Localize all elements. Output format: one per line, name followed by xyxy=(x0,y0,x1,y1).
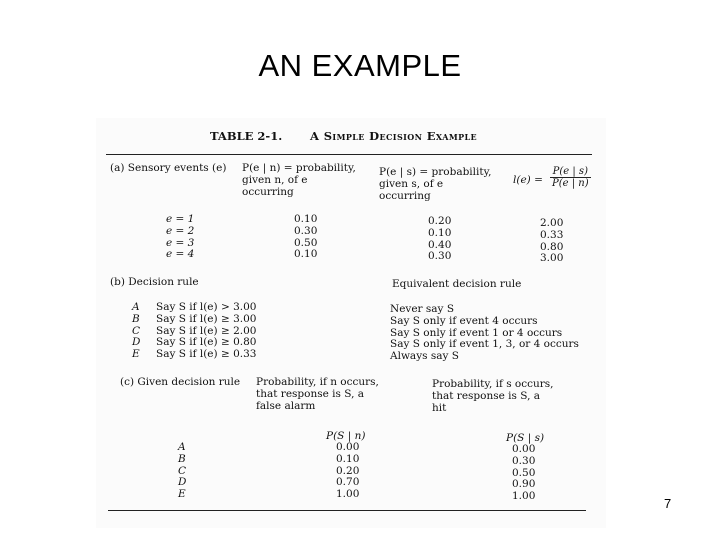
p-given-s-value: 0.30 xyxy=(428,250,452,263)
rule-letters-column xyxy=(132,302,140,361)
likelihood-value: 2.00 xyxy=(540,217,564,229)
event-value: e = 3 xyxy=(166,236,195,249)
hit-value: 0.50 xyxy=(512,466,536,479)
likelihood-value: 0.80 xyxy=(540,240,564,253)
p-given-n-header: P(e | n) = probability, given n, of e occurring xyxy=(242,162,356,198)
false-alarm-value: 0.70 xyxy=(336,476,360,489)
event-value: e = 4 xyxy=(166,248,195,261)
p-given-s-column xyxy=(428,216,451,263)
equivalent-rule-label: Equivalent decision rule xyxy=(392,278,522,290)
given-rule-letter: C xyxy=(178,464,187,477)
p-given-n-value: 0.10 xyxy=(294,213,318,225)
given-rule-letters-column xyxy=(178,442,186,501)
false-alarm-value: 0.10 xyxy=(336,452,360,465)
p-given-s-value: 0.40 xyxy=(428,238,452,251)
hit-column xyxy=(512,444,535,503)
table-caption: A Simple Decision Example xyxy=(310,129,478,143)
equivalent-rule: Never say S xyxy=(390,303,455,315)
event-value: e = 1 xyxy=(166,213,195,225)
decision-rule: Say S if l(e) > 3.00 xyxy=(156,301,257,313)
slide-title: AN EXAMPLE xyxy=(258,48,462,83)
equivalent-rule: Always say S xyxy=(390,350,459,363)
equivalent-rule: Say S only if event 4 occurs xyxy=(390,314,538,327)
likelihood-value: 0.33 xyxy=(540,228,564,241)
decision-rules-column xyxy=(156,302,256,361)
hit-value: 1.00 xyxy=(512,490,536,503)
equivalent-rules-column xyxy=(390,304,579,363)
rule-letter: E xyxy=(132,348,140,361)
decision-rule: Say S if l(e) ≥ 0.80 xyxy=(156,336,257,349)
hit-value: 0.00 xyxy=(512,443,536,455)
decision-rule: Say S if l(e) ≥ 0.33 xyxy=(156,348,257,361)
top-rule xyxy=(106,154,592,155)
scanned-table-image xyxy=(96,118,606,528)
hit-value: 0.90 xyxy=(512,478,536,491)
likelihood-value: 3.00 xyxy=(540,252,564,265)
decision-rule: Say S if l(e) ≥ 3.00 xyxy=(156,312,257,325)
p-given-n-column xyxy=(294,214,317,261)
hit-value: 0.30 xyxy=(512,454,536,467)
false-alarm-value: 0.20 xyxy=(336,464,360,477)
rule-letter: B xyxy=(132,312,140,325)
hit-symbol: P(S | s) xyxy=(506,432,545,444)
rule-letter: A xyxy=(132,301,140,313)
given-rule-letter: A xyxy=(178,441,186,453)
bottom-rule xyxy=(108,510,586,511)
equivalent-rule: Say S only if event 1 or 4 occurs xyxy=(390,326,563,339)
events-column xyxy=(166,214,194,261)
p-given-n-value: 0.30 xyxy=(294,224,318,237)
likelihood-column xyxy=(540,218,563,265)
likelihood-lhs: l(e) = xyxy=(513,174,543,186)
rule-letter: C xyxy=(132,324,141,337)
false-alarm-column xyxy=(336,442,359,501)
false-alarm-header: Probability, if n occurs, that response is S, a false alarm xyxy=(256,376,379,412)
p-given-n-value: 0.10 xyxy=(294,248,318,261)
part-c-label: (c) Given decision rule xyxy=(120,376,241,388)
page-number: 7 xyxy=(664,496,672,511)
table-label: TABLE 2-1. xyxy=(210,129,283,143)
equivalent-rule: Say S only if event 1, 3, or 4 occurs xyxy=(390,338,579,351)
given-rule-letter: D xyxy=(178,476,187,489)
event-value: e = 2 xyxy=(166,224,195,237)
decision-rule: Say S if l(e) ≥ 2.00 xyxy=(156,324,257,337)
false-alarm-value: 0.00 xyxy=(336,441,360,453)
given-rule-letter: B xyxy=(178,452,186,465)
given-rule-letter: E xyxy=(178,488,186,501)
likelihood-fraction: $\frac{P(e | s)}{P(e | n)}$ xyxy=(552,166,589,189)
false-alarm-symbol: P(S | n) xyxy=(326,430,366,442)
part-b-label: (b) Decision rule xyxy=(110,276,199,288)
p-given-s-value: 0.20 xyxy=(428,215,452,227)
part-a-label: (a) Sensory events (e) xyxy=(110,162,227,174)
p-given-n-value: 0.50 xyxy=(294,236,318,249)
false-alarm-value: 1.00 xyxy=(336,488,360,501)
p-given-s-header: P(e | s) = probability, given s, of e occurring xyxy=(379,166,492,202)
p-given-s-value: 0.10 xyxy=(428,226,452,239)
rule-letter: D xyxy=(132,336,141,349)
hit-header: Probability, if s occurs, that response is S, a hit xyxy=(432,378,554,414)
